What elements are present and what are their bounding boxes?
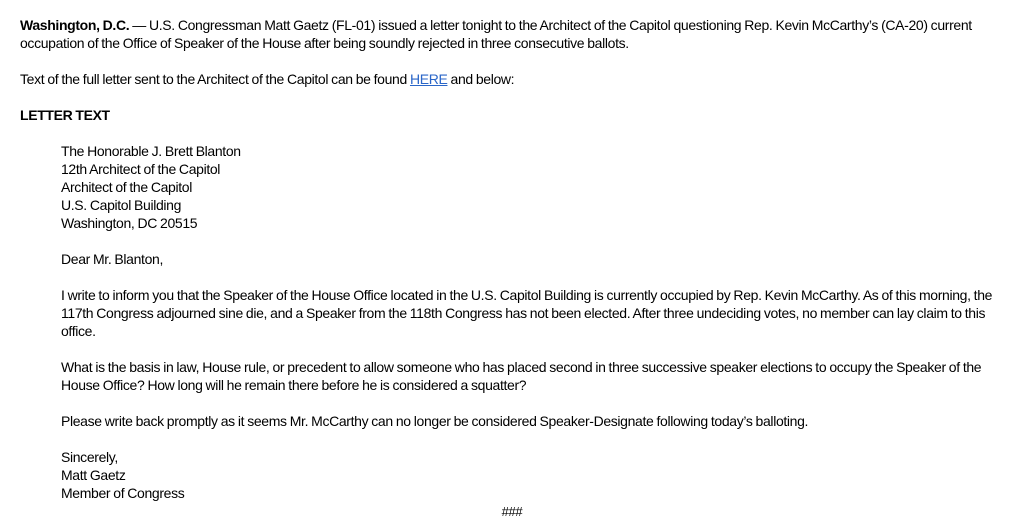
closing: Sincerely, bbox=[61, 449, 118, 465]
signature-title: Member of Congress bbox=[61, 485, 185, 501]
letter-heading: LETTER TEXT bbox=[20, 107, 110, 123]
address-line: U.S. Capitol Building bbox=[61, 197, 182, 213]
link-line-after: and below: bbox=[447, 71, 515, 87]
letter-paragraph: Please write back promptly as it seems Mr. McCarthy can no longer be considered Speaker-Designate following today’s balloting. bbox=[61, 413, 809, 429]
letter-body bbox=[61, 142, 1010, 502]
address-line: Architect of the Capitol bbox=[61, 179, 192, 195]
intro-body: — U.S. Congressman Matt Gaetz (FL-01) issued a letter tonight to the Architect of the Capitol questioning Rep. Kevin McCarthy’s (CA-20) current occupation of the Office of Speaker of the House after being soundly rejected in three consecutive ballots. bbox=[20, 17, 972, 51]
signature-block bbox=[61, 448, 1010, 502]
recipient-address bbox=[61, 142, 1010, 232]
letter-paragraph: I write to inform you that the Speaker of the House Office located in the U.S. Capitol Building is currently occupied by Rep. Kevin McCarthy. As of this morning, the 117th Congress adjourned sine die, and a Speaker from the 118th Congress has not been elected. After three undeciding votes, no member can lay claim to this office. bbox=[61, 287, 993, 339]
address-line: Washington, DC 20515 bbox=[61, 215, 198, 231]
press-release bbox=[20, 16, 1010, 502]
intro-paragraph bbox=[20, 16, 1010, 52]
address-line: 12th Architect of the Capitol bbox=[61, 161, 221, 177]
letter-link-line bbox=[20, 70, 1010, 88]
signature-name: Matt Gaetz bbox=[61, 467, 126, 483]
dateline: Washington, D.C. bbox=[20, 17, 130, 33]
salutation: Dear Mr. Blanton, bbox=[61, 251, 163, 267]
link-line-before: Text of the full letter sent to the Architect of the Capitol can be found bbox=[20, 71, 410, 87]
address-line: The Honorable J. Brett Blanton bbox=[61, 143, 241, 159]
letter-paragraph: What is the basis in law, House rule, or precedent to allow someone who has placed second in three successive speaker elections to occupy the Speaker of the House Office? How long will he remain there before he is considered a squatter? bbox=[61, 359, 982, 393]
end-marker: ### bbox=[501, 504, 523, 519]
letter-link[interactable]: HERE bbox=[409, 71, 448, 87]
